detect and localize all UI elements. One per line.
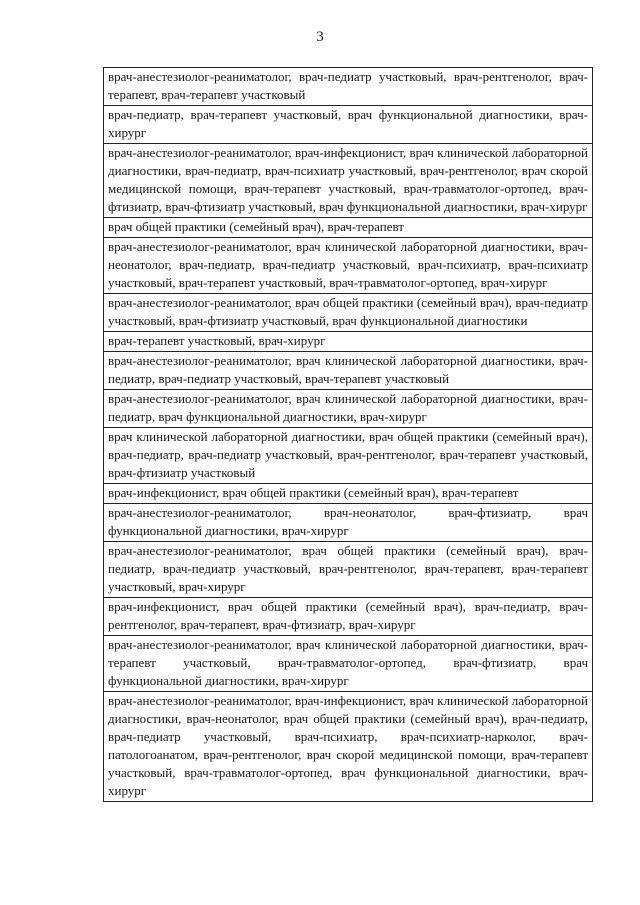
table-cell: врач-инфекционист, врач общей практики (семейный врач), врач-педиатр, врач-рентгенолог, врач-терапевт, врач-фтизиатр, врач-хирург [103, 598, 593, 636]
table-cell: врач-анестезиолог-реаниматолог, врач-неонатолог, врач-фтизиатр, врач функциональной диагностики, врач-хирург [103, 504, 593, 542]
table-cell: врач-анестезиолог-реаниматолог, врач клинической лабораторной диагностики, врач-неонатолог, врач-педиатр, врач-педиатр участковый, врач-психиатр, врач-психиатр участковый, врач-терапевт участковый, врач-травматолог-ортопед, врач-хирург [103, 238, 593, 294]
specialties-table [103, 67, 593, 802]
table-cell: врач-анестезиолог-реаниматолог, врач-инфекционист, врач клинической лабораторной диагностики, врач-неонатолог, врач общей практики (семейный врач), врач-педиатр, врач-педиатр участковый, врач-психиатр, врач-психиатр-нарколог, врач-патологоанатом, врач-рентгенолог, врач скорой медицинской помощи, врач-терапевт участковый, врач-травматолог-ортопед, врач функциональной диагностики, врач-хирург [103, 692, 593, 802]
table-cell: врач-терапевт участковый, врач-хирург [103, 332, 593, 352]
table-cell: врач-анестезиолог-реаниматолог, врач-педиатр участковый, врач-рентгенолог, врач-терапевт, врач-терапевт участковый [103, 68, 593, 106]
table-cell: врач-инфекционист, врач общей практики (семейный врач), врач-терапевт [103, 484, 593, 504]
page-number: 3 [316, 29, 324, 45]
table-cell: врач клинической лабораторной диагностики, врач общей практики (семейный врач), врач-педиатр, врач-педиатр участковый, врач-рентгенолог, врач-терапевт участковый, врач-фтизиатр участковый [103, 428, 593, 484]
table-cell: врач-анестезиолог-реаниматолог, врач общей практики (семейный врач), врач-педиатр участковый, врач-фтизиатр участковый, врач функциональной диагностики [103, 294, 593, 332]
table-cell: врач-анестезиолог-реаниматолог, врач-инфекционист, врач клинической лабораторной диагностики, врач-педиатр, врач-психиатр участковый, врач-рентгенолог, врач скорой медицинской помощи, врач-терапевт участковый, врач-травматолог-ортопед, врач-фтизиатр, врач-фтизиатр участковый, врач функциональной диагностики, врач-хирург [103, 144, 593, 218]
table-cell: врач-педиатр, врач-терапевт участковый, врач функциональной диагностики, врач-хирург [103, 106, 593, 144]
table-cell: врач-анестезиолог-реаниматолог, врач общей практики (семейный врач), врач-педиатр, врач-педиатр участковый, врач-рентгенолог, врач-терапевт, врач-терапевт участковый, врач-хирург [103, 542, 593, 598]
table-cell: врач-анестезиолог-реаниматолог, врач клинической лабораторной диагностики, врач-педиатр, врач функциональной диагностики, врач-хирург [103, 390, 593, 428]
table-cell: врач-анестезиолог-реаниматолог, врач клинической лабораторной диагностики, врач-педиатр, врач-педиатр участковый, врач-терапевт участковый [103, 352, 593, 390]
table-cell: врач общей практики (семейный врач), врач-терапевт [103, 218, 593, 238]
table-cell: врач-анестезиолог-реаниматолог, врач клинической лабораторной диагностики, врач-терапевт участковый, врач-травматолог-ортопед, врач-фтизиатр, врач функциональной диагностики, врач-хирург [103, 636, 593, 692]
